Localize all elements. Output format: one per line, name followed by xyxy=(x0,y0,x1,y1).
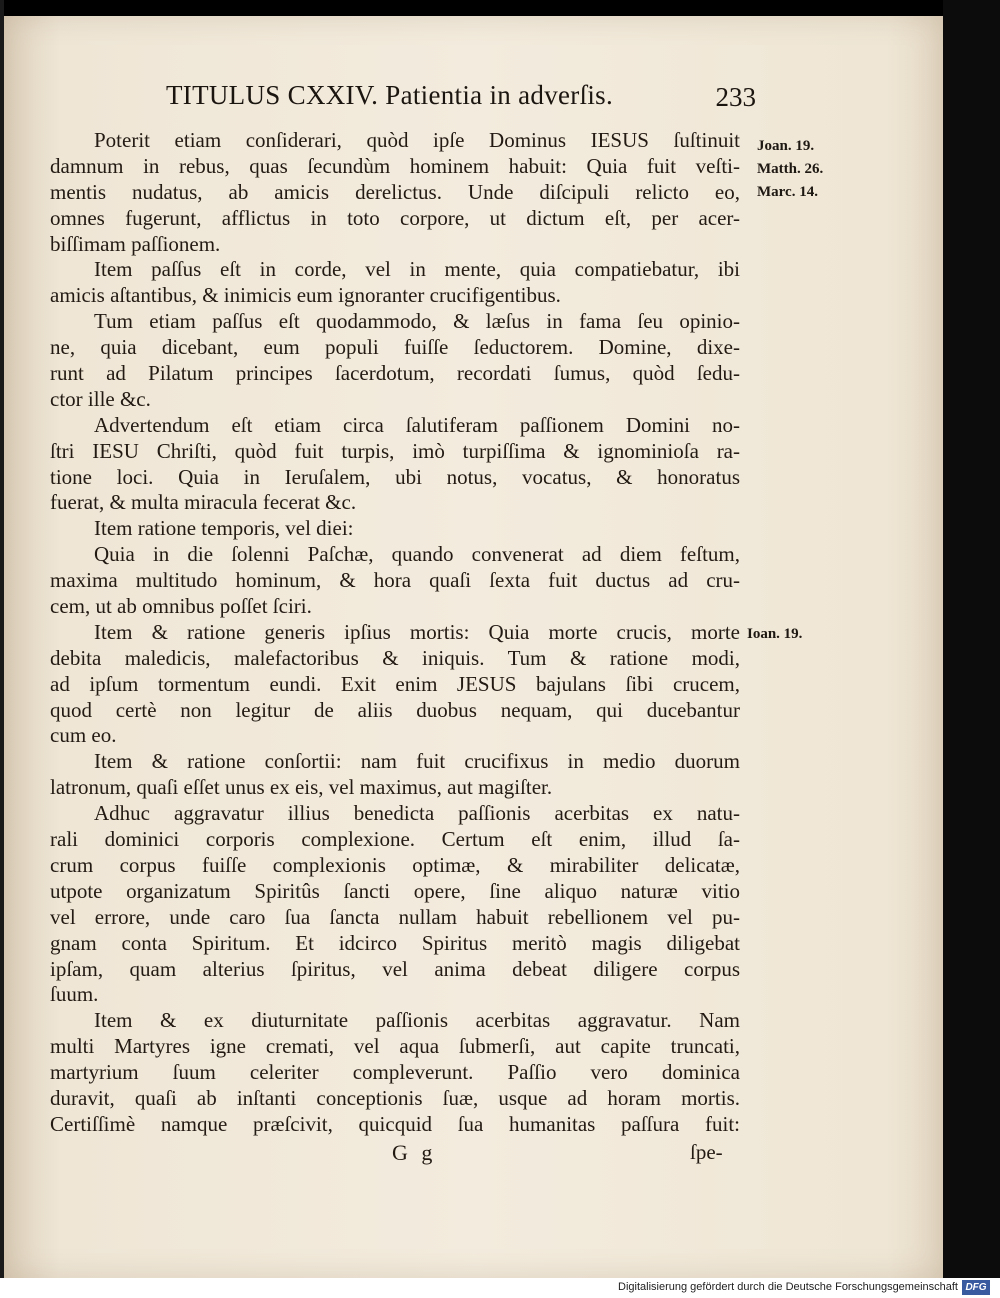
text-line: omnes fugerunt, afflictus in toto corpore, ut dictum eſt, per acer- xyxy=(50,205,740,230)
text-line: Item paſſus eſt in corde, vel in mente, quia compatiebatur, ibi xyxy=(94,257,740,282)
text-line: ſuum. xyxy=(50,982,99,1007)
text-line: multi Martyres igne cremati, vel aqua ſubmerſi, aut capite truncati, xyxy=(50,1034,740,1059)
catchword: ſpe- xyxy=(690,1140,723,1164)
text-line: crum corpus fuiſſe complexionis optimæ, & mirabiliter delicatæ, xyxy=(50,852,740,877)
text-line: utpote organizatum Spiritûs ſancti opere, ſine aliquo naturæ vitio xyxy=(50,878,740,903)
text-line: cem, ut ab omnibus poſſet ſciri. xyxy=(50,594,312,619)
running-title: TITULUS CXXIV. Patientia in adverſis. xyxy=(166,80,614,110)
text-line: quod certè non legitur de aliis duobus nequam, qui ducebantur xyxy=(50,697,740,722)
body-text xyxy=(50,128,740,1138)
signature-mark: G g xyxy=(392,1140,437,1165)
text-line: Tum etiam paſſus eſt quodammodo, & læſus in fama ſeu opinio- xyxy=(94,309,740,334)
text-line: Advertendum eſt etiam circa ſalutiferam paſſionem Domini no- xyxy=(94,412,740,437)
page-number: 233 xyxy=(715,82,756,112)
text-line: damnum in rebus, quas ſecundùm hominem habuit: Quia fuit veſti- xyxy=(50,153,740,178)
text-line: Item ratione temporis, vel diei: xyxy=(94,516,354,541)
footer-credit: Digitalisierung gefördert durch die Deutsche Forschungsgemeinschaft xyxy=(618,1281,958,1293)
text-line: tione loci. Quia in Ieruſalem, ubi notus, vocatus, & honoratus xyxy=(50,464,740,489)
text-line: duravit, quaſi ab inſtanti conceptionis ſuæ, usque ad horam mortis. xyxy=(50,1085,740,1110)
text-line: Quia in die ſolenni Paſchæ, quando convenerat ad diem feſtum, xyxy=(94,542,740,567)
text-line: ad ipſum tormentum eundi. Exit enim JESUS bajulans ſibi crucem, xyxy=(50,671,740,696)
text-line: cum eo. xyxy=(50,723,117,748)
text-line: Item & ratione conſortii: nam fuit crucifixus in medio duorum xyxy=(94,749,740,774)
text-line: latronum, quaſi eſſet unus ex eis, vel maximus, aut magiſter. xyxy=(50,775,553,800)
text-line: ſtri IESU Chriſti, quòd fuit turpis, imò turpiſſima & ignominioſa ra- xyxy=(50,438,740,463)
text-line: ne, quia dicebant, eum populi fuiſſe ſeductorem. Domine, dixe- xyxy=(50,335,740,360)
margin-note-ioan-19: Ioan. 19. xyxy=(747,626,803,642)
margin-note-matth-26: Matth. 26. xyxy=(757,161,824,177)
dfg-logo: DFG xyxy=(962,1280,990,1295)
text-line: Item & ex diuturnitate paſſionis acerbitas aggravatur. Nam xyxy=(94,1008,740,1033)
text-line: martyrium ſuum celeriter compleverunt. Paſſio vero dominica xyxy=(50,1060,740,1085)
text-line: Item & ratione generis ipſius mortis: Quia morte crucis, morte xyxy=(94,619,740,644)
text-line: ipſam, quam alterius ſpiritus, vel anima debeat diligere corpus xyxy=(50,956,740,981)
text-line: vel errore, unde caro ſua ſancta nullam habuit rebellionem vel pu- xyxy=(50,904,740,929)
text-line: maxima multitudo hominum, & hora quaſi ſexta fuit ductus ad cru- xyxy=(50,568,740,593)
margin-note-joan-19: Joan. 19. xyxy=(757,138,815,154)
text-line: mentis nudatus, ab amicis derelictus. Unde diſcipuli relicto eo, xyxy=(50,179,740,204)
text-line: amicis aſtantibus, & inimicis eum ignoranter crucifigentibus. xyxy=(50,283,561,308)
scan-right-background xyxy=(943,0,1000,1278)
text-line: debita maledicis, malefactoribus & iniquis. Tum & ratione modi, xyxy=(50,645,740,670)
text-line: biſſimam paſſionem. xyxy=(50,231,221,256)
text-line: Adhuc aggravatur illius benedicta paſſionis acerbitas ex natu- xyxy=(94,801,740,826)
text-line: gnam conta Spiritum. Et idcirco Spiritus meritò magis diligebat xyxy=(50,930,740,955)
running-head xyxy=(166,80,756,124)
text-line: Certiſſimè namque præſcivit, quicquid ſua humanitas paſſura fuit: xyxy=(50,1111,740,1136)
text-line: ctor ille &c. xyxy=(50,386,151,411)
text-line: rali dominici corporis complexione. Certum eſt enim, illud ſa- xyxy=(50,827,740,852)
margin-note-marc-14: Marc. 14. xyxy=(757,184,818,200)
text-line: Poterit etiam conſiderari, quòd ipſe Dominus IESUS ſuſtinuit xyxy=(94,128,740,152)
text-line: fuerat, & multa miracula fecerat &c. xyxy=(50,490,357,515)
text-line: runt ad Pilatum principes ſacerdotum, recordati ſumus, quòd ſedu- xyxy=(50,361,740,386)
